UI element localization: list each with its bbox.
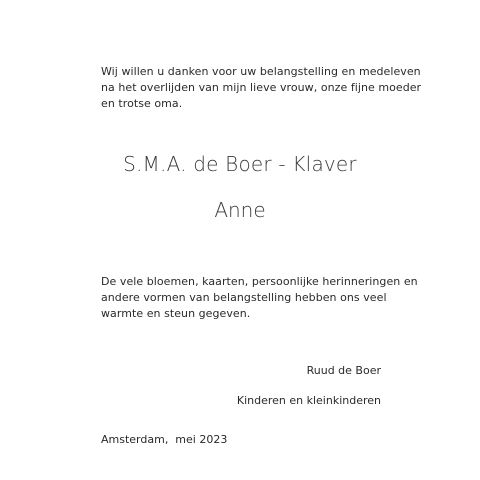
intro-line: Wij willen u danken voor uw belangstelling en medeleven (101, 65, 421, 78)
intro-line: en trotse oma. (101, 97, 183, 110)
thanks-line: warmte en steun gegeven. (101, 307, 251, 320)
deceased-full-name: S.M.A. de Boer - Klaver (123, 152, 357, 176)
thanks-line: De vele bloemen, kaarten, persoonlijke herinneringen en (101, 275, 418, 288)
signature-family: Kinderen en kleinkinderen (236, 394, 381, 407)
intro-line: na het overlijden van mijn lieve vrouw, onze fijne moeder (101, 81, 422, 94)
place-and-date: Amsterdam, mei 2023 (101, 433, 228, 446)
thanks-paragraph (101, 274, 418, 322)
thanks-line: andere vormen van belangstelling hebben ons veel (101, 291, 387, 304)
signature-husband: Ruud de Boer (306, 364, 381, 377)
deceased-called-name: Anne (214, 198, 266, 222)
intro-paragraph (101, 64, 421, 112)
